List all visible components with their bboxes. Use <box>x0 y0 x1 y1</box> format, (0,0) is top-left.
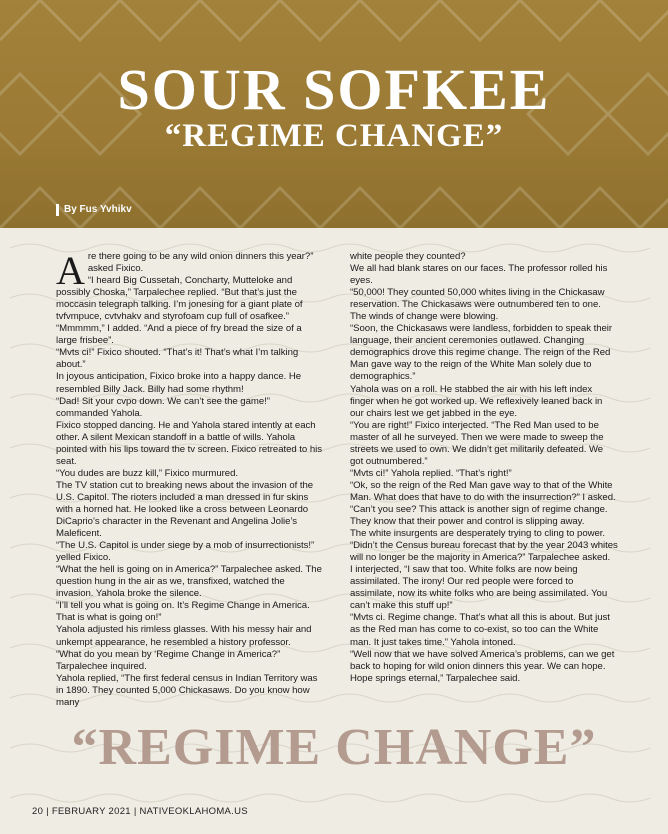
article-column-left <box>56 248 324 709</box>
paragraph: Yahola was on a roll. He stabbed the air with his left index finger when he got worked up. We reflexively leaned back in our chairs lest we get jabbed in the eye. <box>350 383 603 419</box>
byline: By Fus Yvhikv <box>56 204 132 216</box>
drop-cap: A <box>56 248 85 293</box>
paragraph: Yahola replied, “The first federal census in Indian Territory was in 1890. They counted 5,000 Chickasaws. Do you know how many <box>56 672 318 708</box>
article-header <box>0 0 668 228</box>
paragraph: “Didn’t the Census bureau forecast that by the year 2043 whites will no longer be the majority in America?” Tarpalechee asked. <box>350 540 618 564</box>
page-footer: 20 | FEBRUARY 2021 | NATIVEOKLAHOMA.US <box>32 806 248 817</box>
paragraph: “Mmmmm,” I added. “And a piece of fry bread the size of a large frisbee”. <box>56 323 302 347</box>
paragraph: Fixico stopped dancing. He and Yahola stared intently at each other. A silent Mexican standoff in a battle of wills. Yahola pointed with his lips toward the tv screen. Fixico retreated to his seat. <box>56 419 322 467</box>
paragraph: “The U.S. Capitol is under siege by a mob of insurrectionists!” yelled Fixico. <box>56 540 315 564</box>
paragraph: In joyous anticipation, Fixico broke into a happy dance. He resembled Billy Jack. Billy had some rhythm! <box>56 371 302 395</box>
pull-quote: “REGIME CHANGE” <box>71 719 597 776</box>
paragraph: “You dudes are buzz kill,” Fixico murmured. <box>56 467 238 479</box>
paragraph: “You are right!” Fixico interjected. “The Red Man used to be master of all he surveyed. Then we were made to sweep the streets we used to own. We didn’t get militarily defeated. We got outnumbered.” <box>350 419 604 467</box>
paragraph: “Well now that we have solved America’s problems, can we get back to hoping for wild onion dinners this year. We can hope. Hope springs eternal,” Tarpalechee said. <box>350 648 615 684</box>
paragraph: “What the hell is going on in America?” Tarpalechee asked. The question hung in the air as we, transfixed, watched the invasion. Yahola broke the silence. <box>56 564 322 600</box>
paragraph: “What do you mean by ‘Regime Change in America?” Tarpalechee inquired. <box>56 648 281 672</box>
paragraph: “Can’t you see? This attack is another sign of regime change. They know that their power and control is slipping away. <box>350 503 608 528</box>
paragraph: The TV station cut to breaking news about the invasion of the U.S. Capitol. The rioters included a man dressed in fur skins with a horned hat. He looked like a cross between Leonardo DiCaprio’s character in the Revenant and Angelina Jolie’s Maleficent. <box>56 479 314 540</box>
paragraph: Yahola adjusted his rimless glasses. With his messy hair and unkempt appearance, he resembled a history professor. <box>56 624 312 648</box>
paragraph: “Ok, so the reign of the Red Man gave way to that of the White Man. What does that have to do with the insurrection?” I asked. <box>350 479 616 503</box>
paragraph: “Mvts ci. Regime change. That’s what all this is about. But just as the Red man has come to co-exist, so too can the White man. It just takes time.” Yahola intoned. <box>350 612 610 648</box>
paragraph: “Mvts ci!” Yahola replied. “That’s right!” <box>350 467 512 479</box>
paragraph: “50,000! They counted 50,000 whites living in the Chickasaw reservation. The Chickasaws were outnumbered ten to one. The winds of change were blowing. <box>350 287 605 323</box>
paragraph: We all had blank stares on our faces. The professor rolled his eyes. <box>350 263 608 287</box>
paragraph: “Dad! Sit your cvpo down. We can’t see the game!” commanded Yahola. <box>56 395 270 419</box>
page-subtitle: “REGIME CHANGE” <box>164 118 504 154</box>
paragraph: The white insurgents are desperately trying to cling to power. <box>350 528 606 540</box>
paragraph: “Mvts ci!” Fixico shouted. “That’s it! That’s what I’m talking about.” <box>56 347 299 371</box>
paragraph: “I’ll tell you what is going on. It’s Regime Change in America. That is what is going on!” <box>56 600 310 624</box>
paragraph: “I heard Big Cussetah, Concharty, Mutteloke and possibly Choska,” Tarpalechee replied. “But that’s just the moccasin telegraph talking. I’m jonesing for a giant plate of tvfvmpuce, cvtvhakv and styrofoam cup full of osafkee.” <box>56 275 303 323</box>
paragraph: re there going to be any wild onion dinners this year?” asked Fixico. <box>87 251 314 275</box>
paragraph: white people they counted? <box>350 251 466 262</box>
paragraph: “Soon, the Chickasaws were landless, forbidden to speak their language, their ancient ceremonies outlawed. Changing demographics drove this regime change. The reign of the Red Man gave way to the reign of the White Man solely due to demographics.” <box>350 323 612 383</box>
article-column-right <box>350 251 618 685</box>
paragraph: I interjected, “I saw that too. White folks are now being assimilated. The irony! Our red people were forced to assimilate, now its white folks who are being assimilated. You can’t make this stuff up!” <box>350 564 608 612</box>
page-title: SOUR SOFKEE <box>117 57 551 122</box>
